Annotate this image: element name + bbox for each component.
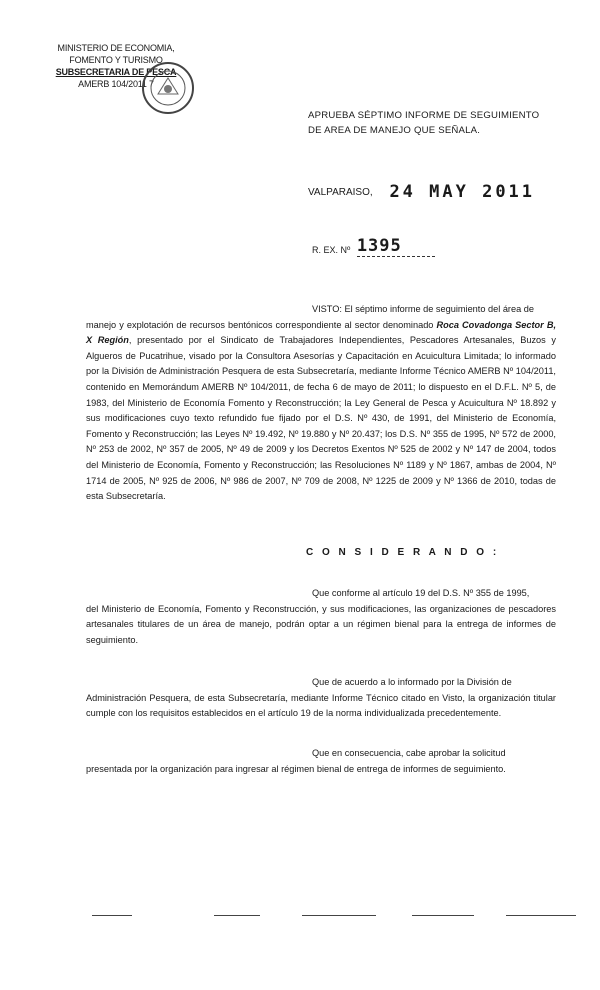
visto-text-2: , presentado por el Sindicato de Trabajadores Independientes, Pescadores Artesanales, Buzos y Algueros de Pucatrihue, visado por la Consultora Asesorías y Capacitación en Acuicultura Limitada; lo informado por la División de Administración Pesquera de esta Subsecretaría, mediante Informe Técnico AMERB Nº 104/2011, contenido en Memorándum AMERB Nº 104/2011, de fecha 6 de mayo de 2011; lo dispuesto en el D.F.L. Nº 5, de 1983, del Ministerio de Economía Fomento y Reconstrucción; la Ley General de Pesca y Acuicultura Nº 18.892 y sus modificaciones cuyo texto refundido fue fijado por el D.S. Nº 430, de 1991, del Ministerio de Economía, Fomento y Reconstrucción; las Leyes Nº 19.492, Nº 19.880 y Nº 20.437; los D.S. Nº 355 de 1995, Nº 572 de 2000, Nº 253 de 2002, Nº 357 de 2005, Nº 49 de 2009 y los Decretos Exentos Nº 525 de 2002 y Nº 147 de 2004, todos del Ministerio de Economía, Fomento y Reconstrucción; las Resoluciones Nº 1189 y Nº 1867, ambas de 2004, Nº 1714 de 2005, Nº 925 de 2006, Nº 986 de 2007, Nº 709 de 2008, Nº 1225 de 2009 y Nº 1366 de 2010, todas de esta Subsecretaría. bbox=[86, 335, 556, 502]
considerando-2-lead: Que de acuerdo a lo informado por la División de bbox=[312, 677, 512, 687]
resolution-label: R. EX. Nº bbox=[312, 245, 351, 255]
considerando-2-text: Administración Pesquera, de esta Subsecretaría, mediante Informe Técnico citado en Visto, la organización titular cumple con los requisitos establecidos en el artículo 19 de la norma individualizada precedentemente. bbox=[86, 692, 556, 719]
place: VALPARAISO, bbox=[308, 187, 373, 198]
footer-rule bbox=[302, 915, 376, 916]
resolution-subject: APRUEBA SÉPTIMO INFORME DE SEGUIMIENTO DE AREA DE MANEJO QUE SEÑALA. bbox=[308, 110, 540, 136]
header-line-subsecretaria: SUBSECRETARIA DE PESCA bbox=[55, 67, 177, 77]
date-stamp: 24 MAY 2011 bbox=[389, 182, 536, 202]
considerando-heading: C O N S I D E R A N D O : bbox=[306, 547, 500, 558]
footer-rule bbox=[214, 915, 260, 916]
considerando-paragraph-2 bbox=[86, 675, 556, 722]
visto-paragraph bbox=[86, 302, 556, 505]
header-line-amerb: AMERB 104/2011 7 bbox=[78, 79, 154, 89]
visto-sector: Roca Covadonga Sector B, X Región bbox=[86, 319, 557, 346]
header-line-fomento: FOMENTO Y TURISMO bbox=[69, 55, 163, 65]
considerando-1-text: del Ministerio de Economía, Fomento y Reconstrucción, y sus modificaciones, las organizaciones de pescadores artesanales titulares de un área de manejo, podrán optar a un régimen bienal para la entrega de informes de seguimiento. bbox=[86, 603, 556, 645]
resolution-number: 1395 bbox=[357, 236, 435, 257]
considerando-3-lead: Que en consecuencia, cabe aprobar la solicitud bbox=[312, 748, 506, 758]
visto-text-1: manejo y explotación de recursos bentónicos correspondiente al sector denominado bbox=[86, 319, 437, 330]
considerando-1-lead: Que conforme al artículo 19 del D.S. Nº 355 de 1995, bbox=[312, 588, 530, 598]
resolution-number-line bbox=[312, 238, 435, 259]
official-seal-icon bbox=[142, 62, 194, 114]
place-date bbox=[308, 180, 535, 200]
considerando-paragraph-1 bbox=[86, 586, 556, 648]
header-line-ministry: MINISTERIO DE ECONOMIA, bbox=[57, 43, 175, 53]
footer-rule bbox=[92, 915, 132, 916]
considerando-3-text: presentada por la organización para ingresar al régimen bienal de entrega de informes de seguimiento. bbox=[86, 763, 506, 774]
visto-lead: VISTO: El séptimo informe de seguimiento del área de bbox=[312, 304, 534, 314]
footer-rule bbox=[506, 915, 576, 916]
footer-rule bbox=[412, 915, 474, 916]
considerando-paragraph-3 bbox=[86, 746, 556, 777]
